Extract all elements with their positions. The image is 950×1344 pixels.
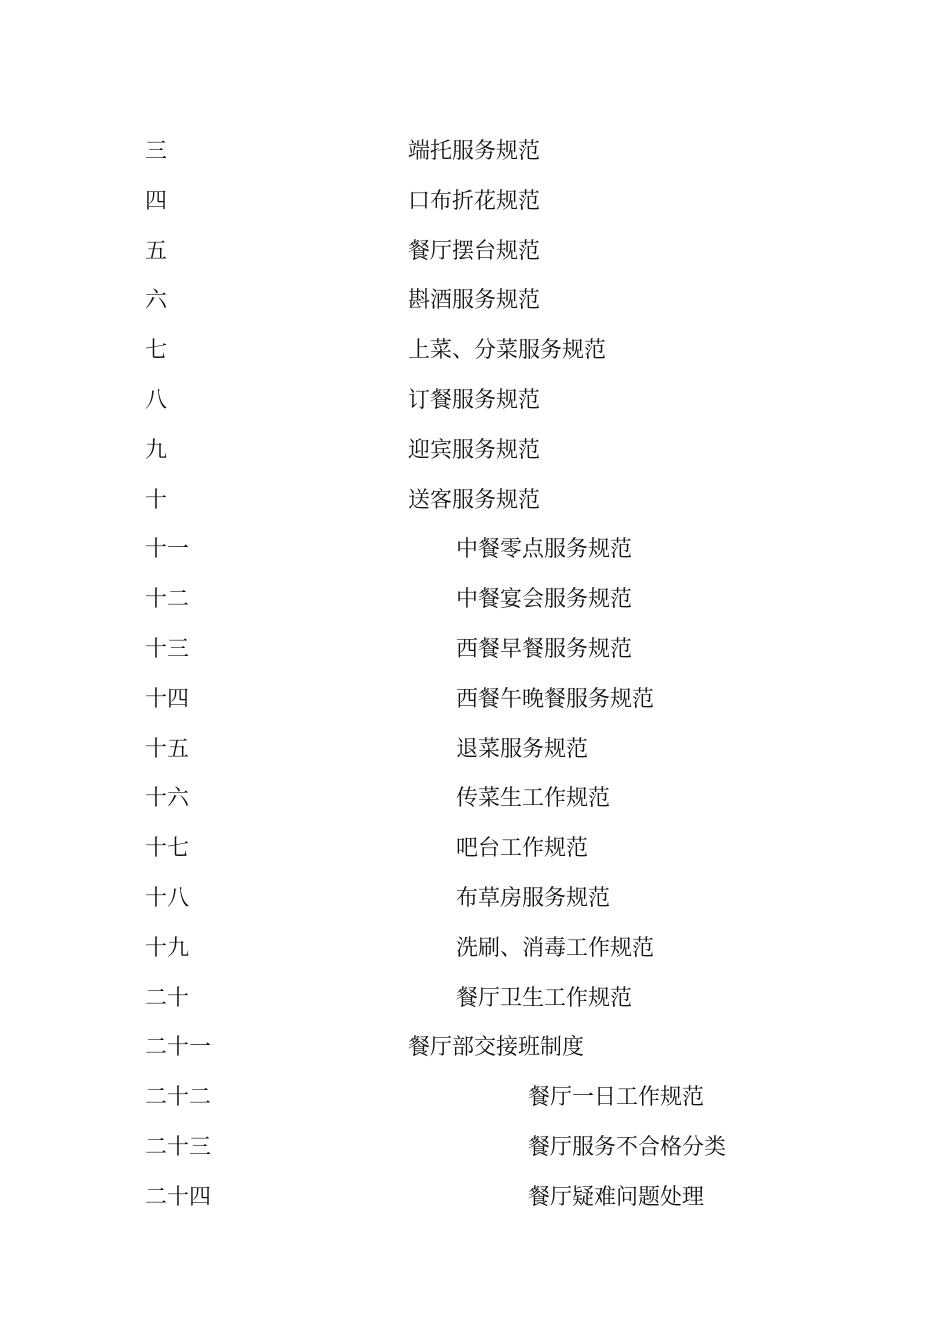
- toc-item-number: 七: [145, 338, 168, 364]
- toc-item-number: 十六: [145, 786, 190, 812]
- toc-item-number: 八: [145, 387, 168, 413]
- toc-item-title: 洗刷、消毒工作规范: [456, 935, 655, 961]
- toc-item-number: 十二: [145, 587, 190, 613]
- toc-row: [0, 875, 950, 925]
- toc-item-title: 送客服务规范: [408, 487, 541, 513]
- toc-row: [0, 128, 950, 178]
- toc-item-number: 三: [145, 139, 168, 164]
- toc-item-title: 餐厅疑难问题处理: [528, 1184, 705, 1210]
- toc-row: [0, 1074, 950, 1124]
- table-of-contents: [0, 128, 950, 1224]
- toc-row: [0, 477, 950, 527]
- toc-item-number: 十五: [145, 736, 190, 762]
- toc-item-title: 西餐午晚餐服务规范: [456, 686, 655, 712]
- toc-item-number: 十三: [145, 636, 190, 662]
- toc-item-title: 餐厅卫生工作规范: [456, 985, 633, 1011]
- toc-item-title: 端托服务规范: [408, 139, 541, 164]
- toc-item-number: 二十一: [145, 1035, 212, 1061]
- toc-row: [0, 925, 950, 975]
- toc-row: [0, 676, 950, 726]
- toc-row: [0, 228, 950, 278]
- toc-item-number: 五: [145, 238, 168, 264]
- toc-item-title: 迎宾服务规范: [408, 437, 541, 463]
- toc-item-title: 布草房服务规范: [456, 885, 611, 911]
- toc-item-number: 二十二: [145, 1085, 212, 1111]
- toc-row: [0, 726, 950, 776]
- toc-row: [0, 427, 950, 477]
- toc-row: [0, 1124, 950, 1174]
- toc-item-number: 二十三: [145, 1134, 212, 1160]
- toc-item-title: 口布折花规范: [408, 188, 541, 214]
- toc-item-title: 中餐零点服务规范: [456, 537, 633, 563]
- toc-item-number: 十七: [145, 836, 190, 862]
- toc-item-title: 餐厅摆台规范: [408, 238, 541, 264]
- toc-item-title: 餐厅服务不合格分类: [528, 1134, 727, 1160]
- toc-row: [0, 178, 950, 228]
- toc-item-number: 十一: [145, 537, 190, 563]
- toc-item-title: 西餐早餐服务规范: [456, 636, 633, 662]
- toc-item-title: 餐厅部交接班制度: [408, 1035, 585, 1061]
- toc-item-number: 十四: [145, 686, 190, 712]
- toc-item-number: 十八: [145, 885, 190, 911]
- toc-row: [0, 327, 950, 377]
- toc-item-number: 十: [145, 487, 168, 513]
- toc-item-title: 订餐服务规范: [408, 387, 541, 413]
- toc-item-number: 十九: [145, 935, 190, 961]
- toc-row: [0, 775, 950, 825]
- toc-item-number: 九: [145, 437, 168, 463]
- toc-item-number: 六: [145, 288, 168, 314]
- toc-item-number: 四: [145, 188, 168, 214]
- toc-item-title: 传菜生工作规范: [456, 786, 611, 812]
- toc-row: [0, 1024, 950, 1074]
- toc-row: [0, 825, 950, 875]
- toc-item-number: 二十四: [145, 1184, 212, 1210]
- toc-item-title: 餐厅一日工作规范: [528, 1085, 705, 1111]
- toc-row: [0, 526, 950, 576]
- toc-item-title: 退菜服务规范: [456, 736, 589, 762]
- toc-item-number: 二十: [145, 985, 190, 1011]
- toc-row: [0, 377, 950, 427]
- toc-row: [0, 975, 950, 1025]
- toc-row: [0, 626, 950, 676]
- toc-row: [0, 576, 950, 626]
- toc-item-title: 上菜、分菜服务规范: [408, 338, 607, 364]
- toc-item-title: 中餐宴会服务规范: [456, 587, 633, 613]
- toc-item-title: 吧台工作规范: [456, 836, 589, 862]
- toc-row: [0, 1174, 950, 1224]
- toc-row: [0, 277, 950, 327]
- toc-item-title: 斟酒服务规范: [408, 288, 541, 314]
